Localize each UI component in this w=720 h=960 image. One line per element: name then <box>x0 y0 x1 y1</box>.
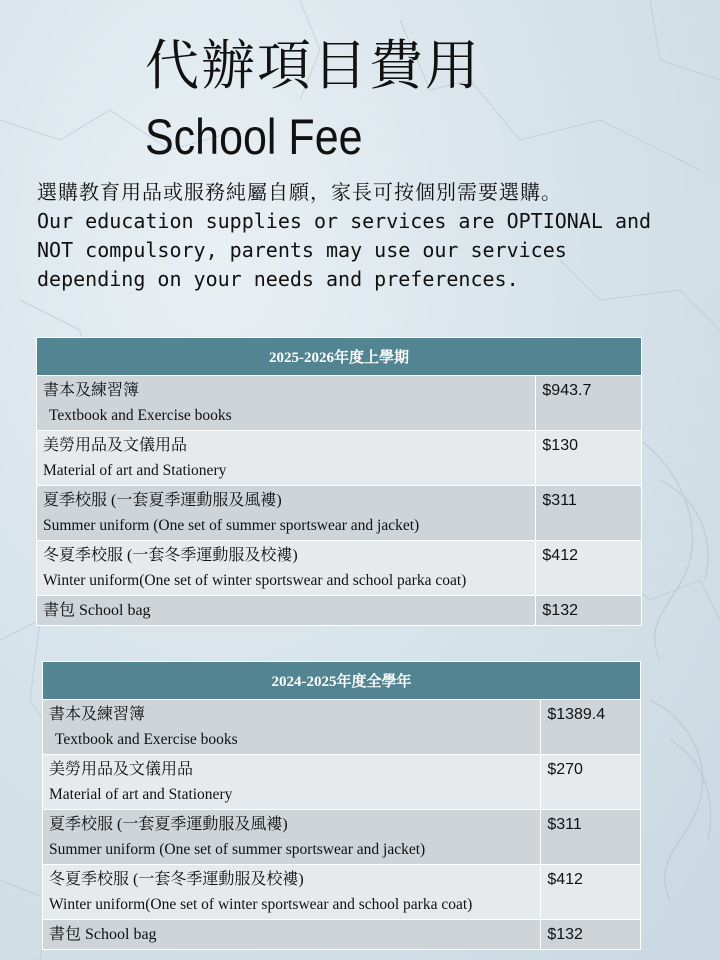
table-row <box>37 431 642 486</box>
item-name-zh: 書本及練習簿 <box>43 382 140 399</box>
optional-notice <box>37 178 697 294</box>
item-name-en: Textbook and Exercise books <box>49 407 232 424</box>
item-price: $1389.4 <box>541 700 641 755</box>
notice-chinese: 選購教育用品或服務純屬自願，家長可按個別需要選購。 <box>37 180 562 204</box>
item-name-en: Material of art and Stationery <box>43 462 227 479</box>
item-cell <box>43 700 541 755</box>
table-row <box>43 810 641 865</box>
item-price: $943.7 <box>536 376 642 431</box>
table-header: 2025-2026年度上學期 <box>37 338 642 376</box>
fee-table-2025-2026 <box>36 337 642 626</box>
item-name-zh: 冬夏季校服 (一套冬季運動服及校褸) <box>49 871 304 888</box>
item-price: $270 <box>541 755 641 810</box>
item-name-zh: 美勞用品及文儀用品 <box>49 761 194 778</box>
item-price: $412 <box>536 541 642 596</box>
item-cell <box>37 376 536 431</box>
item-name-en: Summer uniform (One set of summer sportswear and jacket) <box>43 517 420 534</box>
item-name-zh: 書本及練習簿 <box>49 706 146 723</box>
item-cell <box>37 486 536 541</box>
item-name-zh: 冬夏季校服 (一套冬季運動服及校褸) <box>43 547 298 564</box>
notice-english-line: depending on your needs and preferences. <box>37 267 519 291</box>
item-name-zh: 美勞用品及文儀用品 <box>43 437 188 454</box>
item-name-en: Winter uniform(One set of winter sportswear and school parka coat) <box>43 572 467 589</box>
item-cell <box>43 755 541 810</box>
table-row <box>37 596 642 626</box>
item-price: $311 <box>536 486 642 541</box>
page-title-english: School Fee <box>145 109 363 165</box>
table-header: 2024-2025年度全學年 <box>43 662 641 700</box>
item-name-en: Material of art and Stationery <box>49 786 233 803</box>
item-cell <box>37 431 536 486</box>
item-price: $132 <box>541 920 641 950</box>
table-row <box>43 700 641 755</box>
item-name-zh: 夏季校服 (一套夏季運動服及風褸) <box>49 816 288 833</box>
item-cell <box>43 810 541 865</box>
item-name-en: Summer uniform (One set of summer sportswear and jacket) <box>49 841 426 858</box>
fee-table-2024-2025 <box>42 661 641 950</box>
item-price: $130 <box>536 431 642 486</box>
item-cell <box>43 920 541 950</box>
table-row <box>43 755 641 810</box>
table-row <box>43 865 641 920</box>
item-name-zh: 書包 School bag <box>49 926 157 943</box>
item-cell <box>37 541 536 596</box>
notice-english-line: NOT compulsory, parents may use our services <box>37 238 567 262</box>
item-cell <box>43 865 541 920</box>
item-name-zh: 書包 School bag <box>43 602 151 619</box>
item-name-zh: 夏季校服 (一套夏季運動服及風褸) <box>43 492 282 509</box>
item-cell <box>37 596 536 626</box>
table-row <box>43 920 641 950</box>
notice-english-line: Our education supplies or services are OPTIONAL and <box>37 209 652 233</box>
table-row <box>37 486 642 541</box>
table-header-row <box>43 662 641 700</box>
table-row <box>37 541 642 596</box>
page-title-chinese: 代辦項目費用 <box>145 34 481 97</box>
item-price: $412 <box>541 865 641 920</box>
item-name-en: Textbook and Exercise books <box>55 731 238 748</box>
item-price: $311 <box>541 810 641 865</box>
table-row <box>37 376 642 431</box>
item-name-en: Winter uniform(One set of winter sportswear and school parka coat) <box>49 896 473 913</box>
table-header-row <box>37 338 642 376</box>
item-price: $132 <box>536 596 642 626</box>
